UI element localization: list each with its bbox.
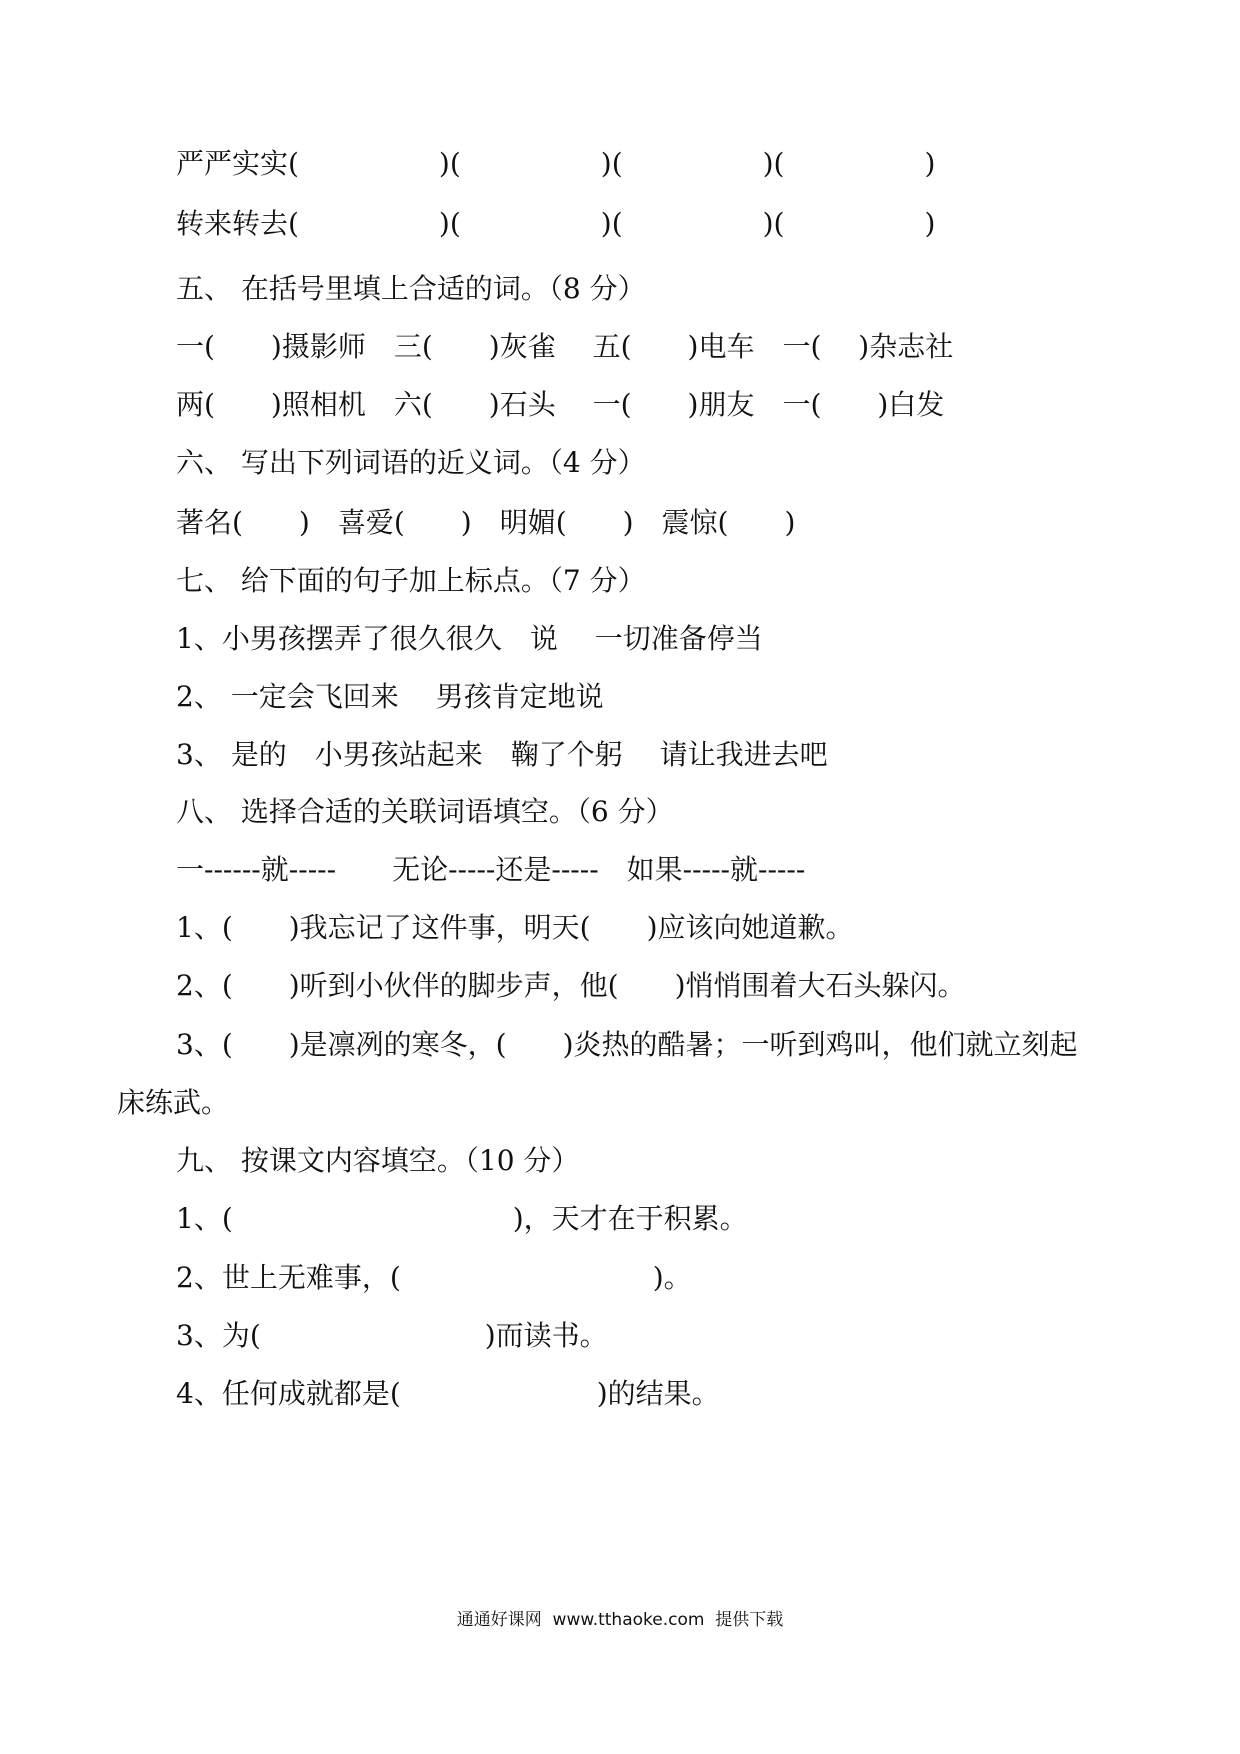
line-22: 4、任何成就都是( )的结果。 (176, 1377, 720, 1410)
line-15: 2、( )听到小伙伴的脚步声，他( )悄悄围着大石头躲闪。 (176, 969, 966, 1002)
page-footer: 通通好课网 www.tthaoke.com 提供下载 (456, 1610, 784, 1630)
section-six-heading: 六、 写出下列词语的近义词。（4 分） (176, 446, 646, 479)
line-17: 床练武。 (117, 1086, 230, 1119)
line-4: 一( )摄影师 三( )灰雀 五( )电车 一( )杂志社 (176, 330, 954, 363)
line-14: 1、( )我忘记了这件事，明天( )应该向她道歉。 (176, 911, 854, 944)
line-5: 两( )照相机 六( )石头 一( )朋友 一( )白发 (176, 388, 945, 421)
line-1: 严严实实( )( )( )( ) (176, 147, 936, 180)
section-nine-heading: 九、 按课文内容填空。（10 分） (176, 1144, 580, 1177)
line-19: 1、( )，天才在于积累。 (176, 1202, 748, 1235)
line-9: 1、小男孩摆弄了很久很久 说 一切准备停当 (176, 622, 763, 655)
line-10: 2、 一定会飞回来 男孩肯定地说 (176, 680, 604, 713)
line-2: 转来转去( )( )( )( ) (176, 207, 936, 240)
line-16: 3、( )是凛冽的寒冬，( )炎热的酷暑；一听到鸡叫，他们就立刻起 (176, 1028, 1078, 1061)
line-13: 一------就----- 无论-----还是----- 如果-----就----- (176, 853, 806, 886)
line-20: 2、世上无难事，( )。 (176, 1261, 692, 1294)
section-seven-heading: 七、 给下面的句子加上标点。（7 分） (176, 564, 646, 597)
section-eight-heading: 八、 选择合适的关联词语填空。（6 分） (176, 795, 674, 828)
line-21: 3、为( )而读书。 (176, 1319, 608, 1352)
section-five-heading: 五、 在括号里填上合适的词。（8 分） (176, 272, 646, 305)
line-11: 3、 是的 小男孩站起来 鞠了个躬 请让我进去吧 (176, 738, 828, 771)
line-7: 著名( ) 喜爱( ) 明媚( ) 震惊( ) (176, 506, 796, 539)
